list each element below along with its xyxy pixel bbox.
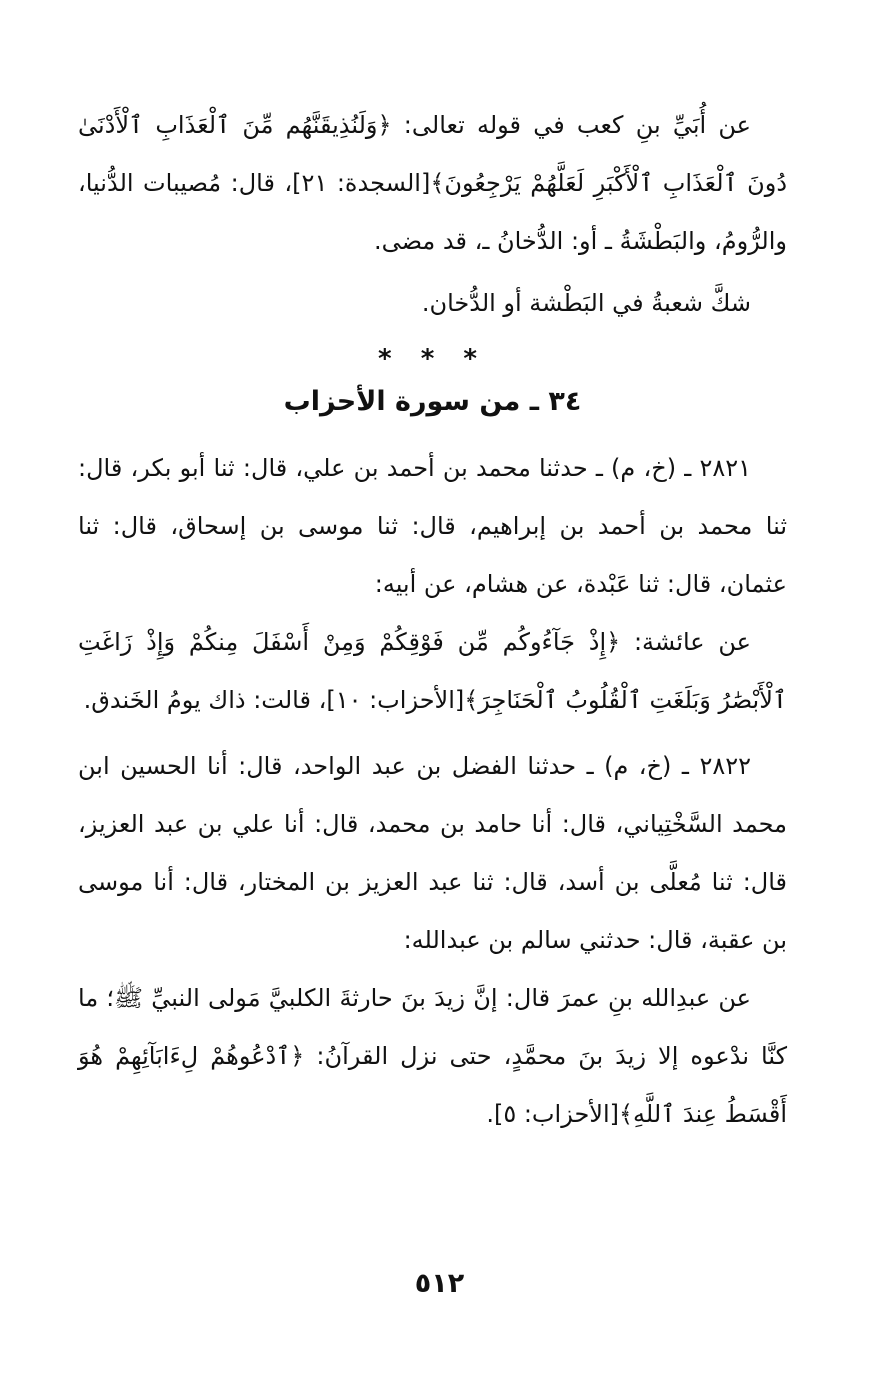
hadith-2822-matn: عن عبدِالله بنِ عمرَ قال: إنَّ زيدَ بنَ حارثةَ الكلبيَّ مَولى النبيِّ ﷺ؛ ما كنَّا ندْعوه إلا زيدَ بنَ محمَّدٍ، حتى نزل القرآنُ: ﴿ٱدْعُوهُمْ لِءَابَآئِهِمْ هُوَ أَقْسَطُ عِندَ ٱللَّهِ﴾[الأحزاب: ٥]. — [78, 984, 787, 1128]
hadith-2821-isnad: ٢٨٢١ ـ (خ، م) ـ حدثنا محمد بن أحمد بن علي، قال: ثنا أبو بكر، قال: ثنا محمد بن أحمد بن إبراهيم، قال: ثنا موسى بن إسحاق، قال: ثنا عثمان، قال: ثنا عَبْدة، عن هشام، عن أبيه: — [78, 454, 787, 598]
tafsir-paragraph-sajda: عن أُبَيِّ بنِ كعب في قوله تعالى: ﴿وَلَنُذِيقَنَّهُم مِّنَ ٱلْعَذَابِ ٱلْأَدْنَىٰ دُونَ ٱلْعَذَابِ ٱلْأَكْبَرِ لَعَلَّهُمْ يَرْجِعُونَ﴾[السجدة: ٢١]، قال: مُصيبات الدُّنيا، والرُّومُ، والبَطْشَةُ ـ أو: الدُّخانُ ـ، قد مضى. — [78, 111, 787, 255]
shuba-doubt-note: شكَّ شعبةُ في البَطْشة أو الدُّخان. — [421, 289, 751, 317]
hadith-2821-matn: عن عائشة: ﴿إِذْ جَآءُوكُم مِّن فَوْقِكُمْ وَمِنْ أَسْفَلَ مِنكُمْ وَإِذْ زَاغَتِ ٱلْأَبْصَٰرُ وَبَلَغَتِ ٱلْقُلُوبُ ٱلْحَنَاجِرَ﴾[الأحزاب: ١٠]، قالت: ذاك يومُ الخَندق. — [78, 628, 787, 714]
page-number: ٥١٢ — [414, 1268, 465, 1299]
surah-heading-ahzab: ٣٤ ـ من سورة الأحزاب — [283, 386, 582, 417]
page-body — [78, 96, 787, 1143]
section-separator-stars: * * * — [378, 344, 487, 374]
hadith-2822-isnad: ٢٨٢٢ ـ (خ، م) ـ حدثنا الفضل بن عبد الواحد، قال: أنا الحسين ابن محمد السَّخْتِياني، قال: أنا حامد بن محمد، قال: أنا علي بن عبد العزيز، قال: ثنا مُعلَّى بن أسد، قال: ثنا عبد العزيز بن المختار، قال: أنا موسى بن عقبة، قال: حدثني سالم بن عبدالله: — [78, 752, 787, 954]
spacer — [78, 729, 787, 737]
